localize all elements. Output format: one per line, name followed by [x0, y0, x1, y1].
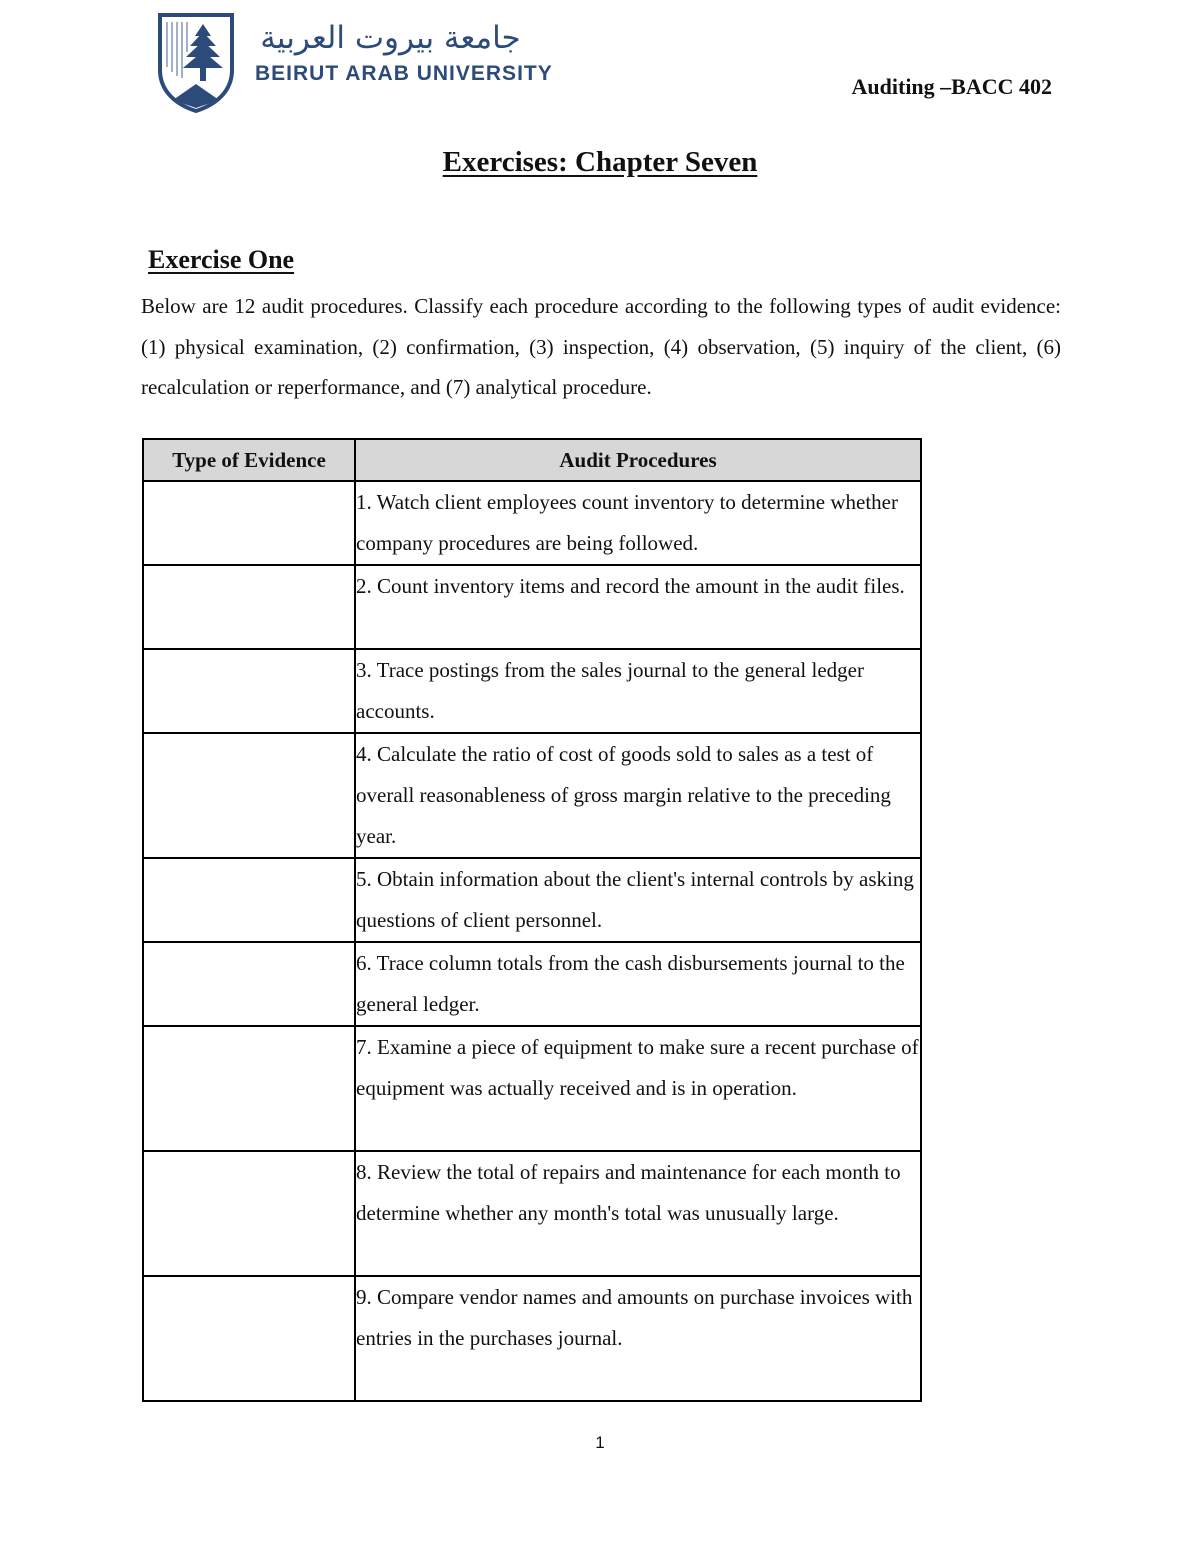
- type-of-evidence-cell[interactable]: [143, 942, 355, 1026]
- procedure-cell: [355, 481, 921, 565]
- column-header-procedures: Audit Procedures: [355, 439, 921, 481]
- procedure-cell: [355, 942, 921, 1026]
- type-of-evidence-cell[interactable]: [143, 1026, 355, 1151]
- type-of-evidence-cell[interactable]: [143, 649, 355, 733]
- type-of-evidence-cell[interactable]: [143, 858, 355, 942]
- table-header-row: [143, 439, 921, 481]
- procedure-cell: [355, 649, 921, 733]
- university-name-english: BEIRUT ARAB UNIVERSITY: [255, 62, 553, 85]
- course-code: Auditing –BACC 402: [851, 74, 1052, 99]
- page-number: 1: [595, 1433, 605, 1452]
- procedure-cell: [355, 565, 921, 649]
- table-row: [143, 858, 921, 942]
- procedure-text: 3. Trace postings from the sales journal to the general ledger accounts.: [356, 658, 864, 723]
- table-row: [143, 649, 921, 733]
- table-row: [143, 1026, 921, 1151]
- procedure-text: 2. Count inventory items and record the amount in the audit files.: [356, 574, 905, 598]
- procedure-text: 5. Obtain information about the client's internal controls by asking questions of client personnel.: [356, 867, 914, 932]
- procedure-text: 7. Examine a piece of equipment to make sure a recent purchase of equipment was actually received and is in operation.: [356, 1035, 919, 1100]
- university-logo: [157, 12, 553, 116]
- table-row: [143, 1151, 921, 1276]
- table-row: [143, 565, 921, 649]
- table-row: [143, 942, 921, 1026]
- procedure-cell: [355, 733, 921, 858]
- university-name-arabic: جامعة بيروت العربية: [260, 20, 521, 56]
- type-of-evidence-cell[interactable]: [143, 1151, 355, 1276]
- procedure-cell: [355, 1151, 921, 1276]
- table-row: [143, 1276, 921, 1401]
- table-row: [143, 733, 921, 858]
- type-of-evidence-cell[interactable]: [143, 565, 355, 649]
- type-of-evidence-cell[interactable]: [143, 481, 355, 565]
- procedure-cell: [355, 858, 921, 942]
- procedure-text: 9. Compare vendor names and amounts on purchase invoices with entries in the purchases journal.: [356, 1285, 913, 1350]
- type-of-evidence-cell[interactable]: [143, 733, 355, 858]
- procedure-text: 6. Trace column totals from the cash disbursements journal to the general ledger.: [356, 951, 905, 1016]
- evidence-table: [142, 438, 922, 1402]
- page-title: Exercises: Chapter Seven: [442, 146, 758, 178]
- exercise-instructions: Below are 12 audit procedures. Classify each procedure according to the following types of audit evidence: (1) physical examination, (2) confirmation, (3) inspection, (4) observation, (5) inquiry of the client, (6) recalculation or reperformance, and (7) analytical procedure.: [141, 294, 1061, 399]
- procedure-text: 8. Review the total of repairs and maintenance for each month to determine whether any month's total was unusually large.: [356, 1160, 901, 1225]
- column-header-type: Type of Evidence: [143, 439, 355, 481]
- procedure-text: 1. Watch client employees count inventory to determine whether company procedures are being followed.: [356, 490, 899, 555]
- procedure-cell: [355, 1026, 921, 1151]
- procedure-cell: [355, 1276, 921, 1401]
- exercise-heading: Exercise One: [148, 245, 295, 274]
- type-of-evidence-cell[interactable]: [143, 1276, 355, 1401]
- table-row: [143, 481, 921, 565]
- procedure-text: 4. Calculate the ratio of cost of goods sold to sales as a test of overall reasonableness of gross margin relative to the preceding year.: [356, 742, 891, 848]
- cedar-shield-icon: [157, 12, 235, 114]
